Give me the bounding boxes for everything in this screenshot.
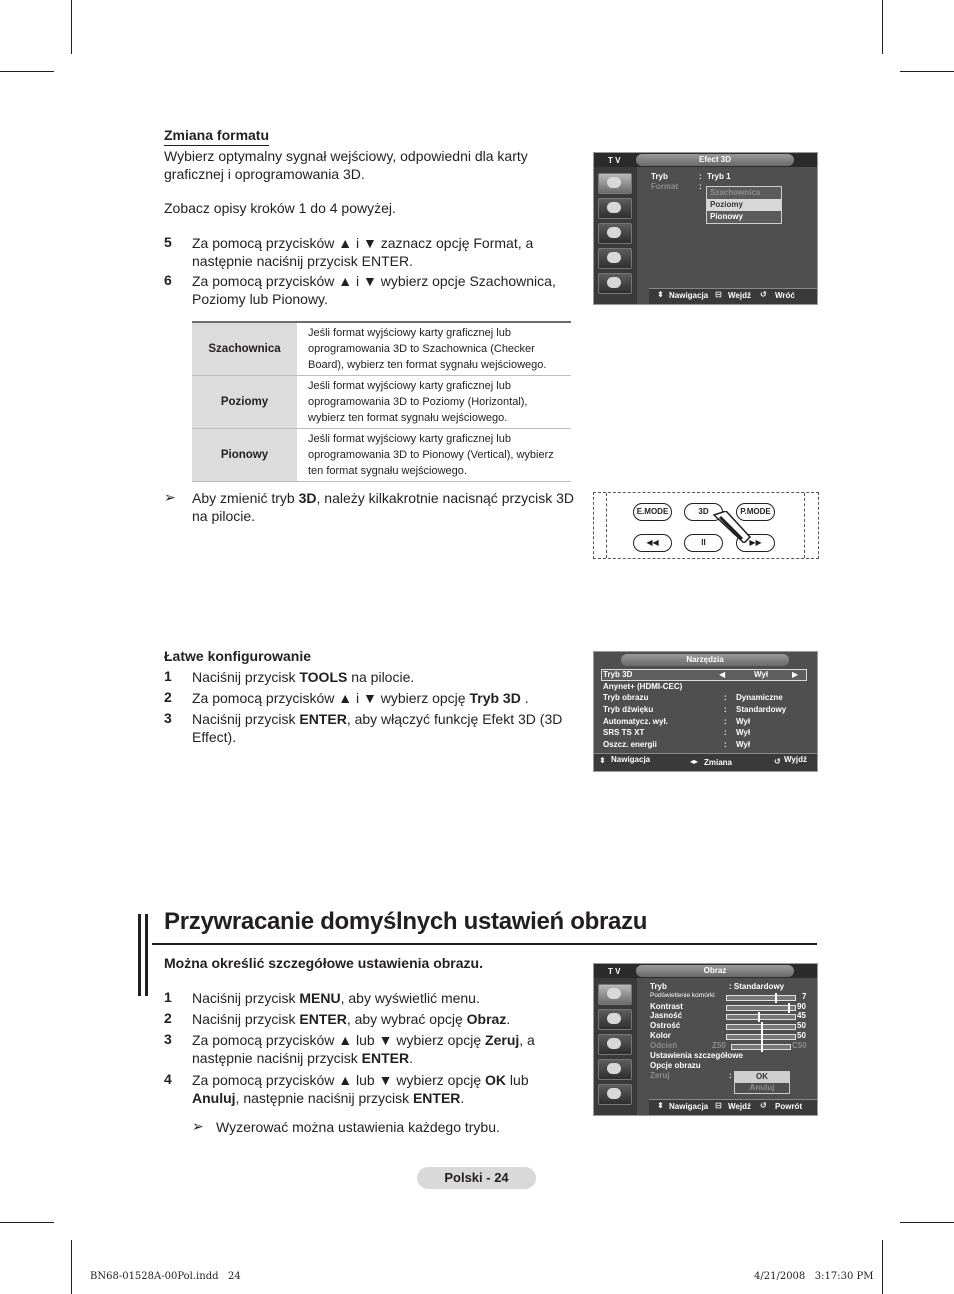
step-part: lub [506,1072,529,1088]
sound-icon[interactable] [598,1009,632,1030]
heading-rule [152,943,817,945]
input-icon[interactable] [598,1084,632,1105]
osd-row-label[interactable]: SRS TS XT [603,728,645,737]
back-label: Powrót [775,1102,803,1111]
table-key: Szachownica [192,322,297,376]
step-text: Za pomocą przycisków ▲ i ▼ zaznacz opcję Format, a następnie naciśnij przycisk ENTER. [192,235,534,269]
osd-slider-label[interactable]: Ostrość [650,1021,681,1030]
crop-mark [71,1240,72,1294]
slider-knob[interactable] [788,1003,790,1013]
heading-bar [138,914,141,996]
osd-colon: : [724,717,727,726]
enter-icon: ⊟ [715,1101,722,1110]
nav-label: Nawigacja [669,291,709,300]
print-file-info: BN68-01528A-00Pol.indd 24 [90,1271,241,1282]
step-bold: OK [485,1072,507,1088]
change-label: Zmiana [704,758,733,767]
table-desc: Jeśli format wyjściowy karty graficznej lub oprogramowania 3D to Poziomy (Horizontal), wybierz ten format sygnału wejściowego. [308,380,528,424]
osd-slider-value: 7 [802,992,807,1001]
step-part: , aby wybrać opcję [346,1011,467,1027]
osd-slider-bar[interactable] [726,1005,796,1011]
step-pre: Naciśnij przycisk [192,669,300,685]
page-heading: Przywracanie domyślnych ustawień obrazu [164,908,648,935]
step-number: 2 [164,689,172,705]
nav-label: Nawigacja [611,755,651,764]
osd-sidebar [594,167,637,304]
section3-lead: Można określić szczegółowe ustawienia obrazu. [164,955,483,971]
step-post: na pilocie. [347,669,415,685]
tip-bold: 3D [298,490,317,506]
step-bold: ENTER [299,1011,347,1027]
odcien-slider[interactable] [731,1044,791,1050]
osd-title: Obraz [636,965,794,977]
osd-slider-label[interactable]: Kolor [650,1031,671,1040]
step-bold: ENTER [299,711,347,727]
right-arrow-icon[interactable]: ▶ [792,670,799,679]
step-number: 3 [164,710,172,726]
step-text [192,989,572,1007]
osd-tv-label: T V [608,967,621,976]
step-part: Naciśnij przycisk [192,990,300,1006]
osd-row-value: Wył [736,728,751,737]
osd-format-dropdown[interactable] [706,186,782,224]
nav-updown-icon: ⬍ [657,290,664,299]
osd-picture [593,963,818,1116]
osd-slider-bar[interactable] [726,995,796,1001]
table-row [192,376,571,429]
osd-tryb3d-label: Tryb 3D [603,670,633,679]
osd-odcien-right: C50 [792,1041,807,1050]
nav-updown-icon: ⬍ [599,756,606,765]
enter-icon: ⊟ [715,290,722,299]
option-poziomy[interactable]: Poziomy [707,199,781,211]
setup-icon[interactable] [598,1059,632,1080]
step-number: 1 [164,668,172,684]
step-bold: ENTER [361,1050,410,1066]
table-desc: Jeśli format wyjściowy karty graficznej lub oprogramowania 3D to Pionowy (Vertical), wybierz ten format sygnału wejściowego. [308,433,554,477]
step-part: , następnie naciśnij przycisk [235,1090,413,1106]
osd-slider-value: 50 [797,1031,806,1040]
left-arrow-icon[interactable]: ◀ [719,670,726,679]
step-number: 2 [164,1010,172,1026]
crop-mark [0,1222,54,1223]
slider-knob[interactable] [758,1012,760,1022]
nav-label: Nawigacja [669,1102,709,1111]
osd-row-label[interactable]: Tryb dźwięku [603,705,654,714]
osd-colon: : [699,172,702,181]
osd-row-label[interactable]: Automatycz. wył. [603,717,668,726]
note-text: Zobacz opisy kroków 1 do 4 powyżej. [164,200,396,216]
picture-icon[interactable] [598,984,632,1005]
osd-title: Efect 3D [636,154,794,166]
format-table [192,321,571,482]
crop-mark [900,1222,954,1223]
intro-text: Wybierz optymalny sygnał wejściowy, odpowiedni dla karty graficznej i oprogramowania 3D. [164,148,528,182]
tip-post: , należy kilkakrotnie nacisnąć przycisk 3D na pilocie. [192,490,575,524]
step-text: Za pomocą przycisków ▲ i ▼ wybierz opcje Szachownica, Poziomy lub Pionowy. [192,273,556,307]
step-pre: Za pomocą przycisków ▲ i ▼ wybierz opcję [192,690,470,706]
osd-effect-3d [593,152,818,305]
table-desc: Jeśli format wyjściowy karty graficznej lub oprogramowania 3D to Szachownica (Checker Board), wybierz ten format sygnału wejściowego. [308,327,547,371]
osd-tools [593,651,818,772]
table-key: Poziomy [192,376,297,429]
exit-label: Wyjdź [784,755,807,764]
3d-button[interactable]: 3D [684,503,723,521]
step-bold: MENU [299,990,341,1006]
return-icon: ↺ [774,757,781,766]
slider-knob[interactable] [761,1032,763,1042]
osd-colon: : [724,705,727,714]
osd-colon: : [729,1071,732,1080]
osd-tryb3d-value: Wył [754,670,769,679]
step-pre: Naciśnij przycisk [192,711,300,727]
osd-slider-label[interactable]: Kontrast [650,1002,683,1011]
osd-colon: : [724,740,727,749]
step-number: 3 [164,1031,172,1047]
osd-slider-value: 50 [797,1021,806,1030]
osd-sidebar [594,978,637,1115]
osd-header [594,153,817,167]
table-row [192,322,571,376]
tip-pre: Aby zmienić tryb [192,490,299,506]
step-part: . [460,1090,465,1106]
osd-anynet[interactable]: Anynet+ (HDMI-CEC) [603,682,683,691]
osd-slider-label[interactable]: Jasność [650,1011,683,1020]
fast-forward-button[interactable]: ▶▶ [736,534,775,552]
leftright-icon: ◂▸ [690,757,699,766]
step-text [192,689,529,707]
step-text [192,710,572,746]
input-icon[interactable] [598,273,632,294]
picture-icon[interactable] [598,173,632,194]
slider-knob[interactable] [761,1022,763,1032]
step-bold: Anuluj [192,1090,236,1106]
rewind-button[interactable]: ◀◀ [633,534,672,552]
step-part: , aby wyświetlić menu. [340,990,480,1006]
tip-text [192,489,577,525]
step-bold: Tryb 3D [469,690,521,706]
table-row [192,429,571,482]
step-bold: Obraz [466,1011,507,1027]
osd-header [594,964,817,978]
osd-tryb-value: Tryb 1 [707,172,731,181]
step-part: Za pomocą przycisków ▲ lub ▼ wybierz opcję [192,1032,486,1048]
osd-row-value: Wył [736,717,751,726]
cancel-button[interactable]: Anuluj [734,1082,790,1094]
step-bold: ENTER [412,1090,461,1106]
osd-odcien-label[interactable]: Odcień [650,1041,678,1050]
setup-icon[interactable] [598,248,632,269]
osd-slider-bar[interactable] [726,1014,796,1020]
enter-label: Wejdź [728,291,751,300]
osd-title: Narzędzia [621,654,789,666]
p-mode-button[interactable]: P.MODE [736,503,775,521]
arrow-tip-icon: ➢ [164,489,176,505]
osd-slider-bar[interactable] [726,1024,796,1030]
osd-slider-bar[interactable] [726,1034,796,1040]
heading-bar [145,914,148,996]
osd-tryb-label[interactable]: Tryb [650,982,667,991]
channel-icon[interactable] [598,1034,632,1055]
osd-row-value: Standardowy [736,705,787,714]
osd-slider-label[interactable]: Podświetlenie komórki [650,992,715,999]
osd-colon: : [724,693,727,702]
osd-slider-value: 90 [797,1002,806,1011]
slider-knob[interactable] [761,1042,763,1052]
step-part: . [506,1011,511,1027]
crop-mark [900,71,954,72]
nav-updown-icon: ⬍ [657,1101,664,1110]
enter-label: Wejdź [728,1102,751,1111]
step-post: , aby włączyć funkcję Efekt 3D (3D Effect). [192,711,563,745]
step-post: . [520,690,529,706]
option-pionowy[interactable]: Pionowy [710,212,743,221]
osd-format-label[interactable]: Format [651,182,679,191]
osd-row-value: Dynamiczne [736,693,783,702]
step-text [192,668,414,686]
arrow-tip-icon: ➢ [192,1118,204,1134]
osd-footer [649,1099,817,1115]
remote-edge [804,493,806,558]
step-number: 1 [164,989,172,1005]
print-date-info: 4/21/2008 3:17:30 PM [754,1271,874,1282]
step-part: , a następnie naciśnij przycisk [192,1032,535,1066]
e-mode-button[interactable]: E.MODE [633,503,672,521]
step-part: . [409,1050,413,1066]
osd-footer [649,288,817,304]
osd-slider-value: 45 [797,1011,806,1020]
osd-tryb-value: : Standardowy [729,982,785,991]
crop-mark [882,0,883,54]
crop-mark [882,1240,883,1294]
pointer-hand-icon [712,511,752,543]
osd-row-label[interactable]: Oszcz. energii [603,740,657,749]
step-text [192,1031,547,1067]
step-text [192,1071,577,1107]
osd-row-value: Wył [736,740,751,749]
tip-text: Wyzerować można ustawienia każdego trybu. [216,1119,500,1135]
remote-control [593,492,819,559]
crop-mark [71,0,72,54]
osd-opcje[interactable]: Opcje obrazu [650,1061,701,1070]
page-number: Polski - 24 [417,1167,536,1189]
step-number: 4 [164,1071,172,1087]
step-part: Naciśnij przycisk [192,1011,300,1027]
step-bold: Zeruj [485,1032,520,1048]
crop-mark [0,71,54,72]
osd-row-label[interactable]: Tryb obrazu [603,693,649,702]
return-icon: ↺ [760,290,767,299]
step-number: 5 [164,234,172,250]
osd-ustawienia[interactable]: Ustawienia szczegółowe [650,1051,743,1060]
osd-tv-label: T V [608,156,621,165]
step-text [192,1010,572,1028]
sound-icon[interactable] [598,198,632,219]
osd-tryb-label[interactable]: Tryb [651,172,668,181]
step-part: Za pomocą przycisków ▲ lub ▼ wybierz opcję [192,1072,486,1088]
slider-knob[interactable] [775,993,777,1003]
osd-colon: : [724,728,727,737]
osd-odcien-left: Z50 [712,1041,726,1050]
table-key: Pionowy [192,429,297,482]
pause-button[interactable]: II [684,534,723,552]
channel-icon[interactable] [598,223,632,244]
step-number: 6 [164,272,172,288]
osd-colon: : [699,182,702,191]
return-icon: ↺ [760,1101,767,1110]
back-label: Wróć [775,291,795,300]
section-title-format: Zmiana formatu [164,126,269,146]
option-szachownica[interactable]: Szachownica [710,188,761,197]
osd-zeruj[interactable]: Zeruj [650,1071,670,1080]
step-bold: TOOLS [299,669,348,685]
remote-edge [606,493,608,558]
section-title-easy-setup: Łatwe konfigurowanie [164,648,312,664]
ok-button[interactable]: OK [734,1071,790,1083]
